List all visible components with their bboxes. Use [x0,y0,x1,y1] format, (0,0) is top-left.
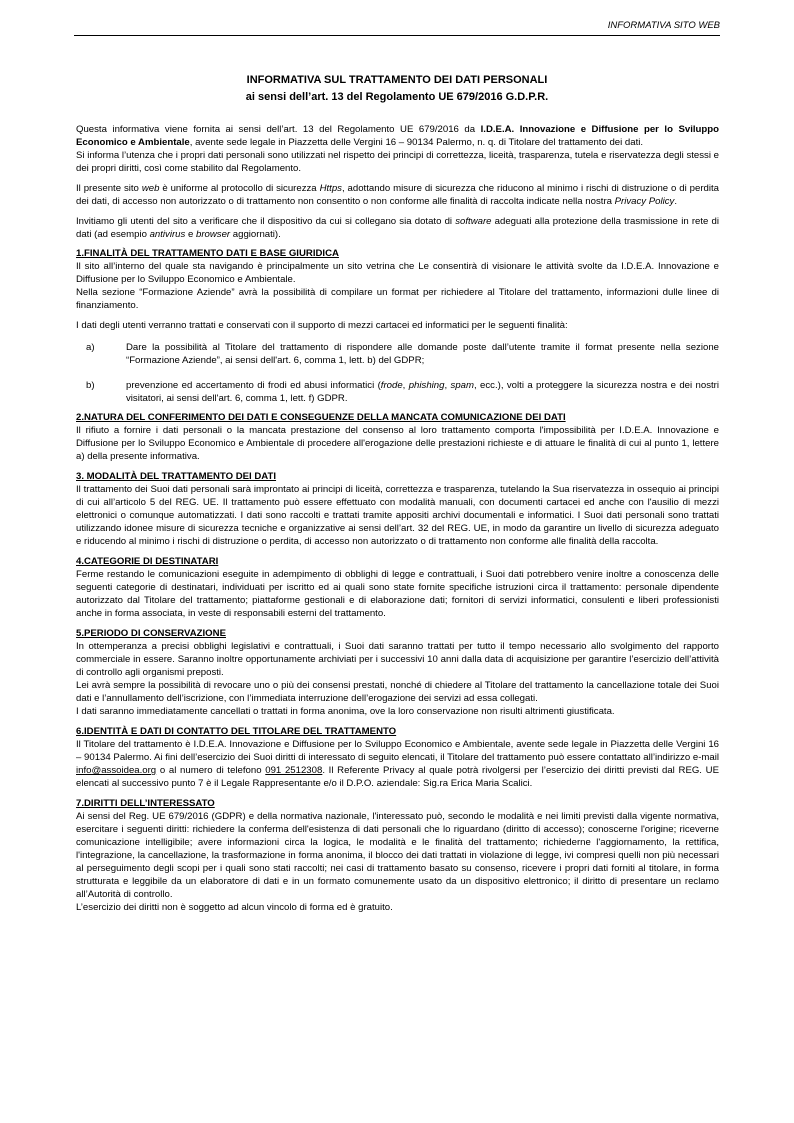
section-1-paragraph: Nella sezione “Formazione Aziende” avrà la possibilità di compilare un format per richiedere al Titolare del trattamento, informazioni dulle linee di finanziamento. [76,287,719,311]
intro-text: . [674,196,678,207]
intro-italic: Https [319,183,342,194]
list-marker: b) [86,380,95,391]
intro-text: Invitiamo gli utenti del sito a verificare che il dispositivo da cui si collegano sia dotato di [76,216,456,227]
section-1-paragraph: I dati degli utenti verranno trattati e conservati con il supporto di mezzi cartacei ed informatici per le seguenti finalità: [76,320,568,331]
list-italic: phishing [408,380,445,391]
section-1-paragraph: Il sito all’interno del quale sta navigando è principalmente un sito vetrina che Le consentirà di visionare le attività svolte da I.D.E.A. Innovazione e Diffusione per lo Sviluppo Economico e Ambientale. [76,261,719,285]
intro-paragraph-1b: Si informa l’utenza che i propri dati personali sono utilizzati nel rispetto dei principi di correttezza, liceità, trasparenza, tutela e riservatezza degli stessi e dei propri diritti, così come stabilito dal Regolamento. [76,150,719,174]
intro-italic: Privacy Policy [614,196,675,207]
section-4-heading: 4.CATEGORIE DI DESTINATARI [76,556,219,567]
section-6-paragraph [76,738,719,790]
section-4-paragraph: Ferme restando le comunicazioni eseguite in adempimento di obblighi di legge e contrattuali, i Suoi dati potrebbero venire inoltre a conoscenza delle seguenti categorie di destinatari, individuati per iscritto ed ai quali sono state fornite specifiche istruzioni circa il trattamento: personale dipendente autorizzato dal Titolare del trattamento; piattaforme gestionali e di elaborazione dati; fornitori di servizi informatici, consulenti e liberi professionisti anche in forma associata, in veste di responsabili esterni del trattamento. [76,569,719,619]
phone-link[interactable]: 091 2512308 [265,765,323,776]
section-7-paragraph: L’esercizio dei diritti non è soggetto ad alcun vincolo di forma ed è gratuito. [76,902,393,913]
header-label: INFORMATIVA SITO WEB [607,20,720,31]
list-text [126,379,719,405]
intro-paragraph-2 [76,182,719,208]
section-3-paragraph: Il trattamento dei Suoi dati personali sarà improntato ai principi di liceità, correttezza e trasparenza, tutelando la Sua riservatezza in ossequio ai principi di cui all’articolo 5 del REG. UE. Il trattamento può essere effettuato con modalità manuali, con documenti cartacei ed anche con l'ausilio di mezzi elettronici o comunque automatizzati. I dati sono raccolti e trattati tramite appositi archivi documentali e informatici. I Suoi dati personali sono trattati utilizzando idonee misure di sicurezza tecniche e organizzative ai sensi dell’art. 32 del REG. UE, in modo da garantire un livello di sicurezza adeguato e riducendo al minimo i rischi di distruzione o perdita, di accesso non autorizzato o di trattamento non conforme alle finalità della raccolta. [76,484,719,547]
section-7-paragraph: Ai sensi del Reg. UE 679/2016 (GDPR) e della normativa nazionale, l'interessato può, secondo le modalità e nei limiti previsti dalla vigente normativa, esercitare i seguenti diritti: richiedere la conferma dell'esistenza di dati personali che lo riguardano (diritto di accesso); conoscerne l'origine; riceverne comunicazione intelligibile; avere informazioni circa la logica, le modalità e le finalità del trattamento; richiederne l'aggiornamento, la rettifica, l'integrazione, la cancellazione, la trasformazione in forma anonima, il blocco dei dati trattati in violazione di legge, ivi compresi quelli non più necessari al perseguimento degli scopi per i quali sono stati raccolti; nei casi di trattamento basato su consenso, ricevere i propri dati forniti al titolare, in forma strutturata e leggibile da un elaboratore di dati e in un formato comunemente usato da un dispositivo elettronico; il diritto di presentare un reclamo all’Autorità di controllo. [76,811,719,900]
intro-text: adeguati alla protezione della trasmissione in rete di dati (ad esempio [76,216,720,240]
intro-paragraph-1 [76,123,719,149]
list-italic: spam [450,380,474,391]
title-line-1: INFORMATIVA SUL TRATTAMENTO DEI DATI PERSONALI [246,74,548,86]
section-2-paragraph: Il rifiuto a fornire i dati personali o la mancata prestazione del consenso al loro trattamento comporta l'impossibilità per I.D.E.A. Innovazione e Diffusione per lo Sviluppo Economico e Ambientale di procedere all'erogazione delle prestazioni richieste e di attuare le finalità di cui al punto 1, lettere a) della presente informativa. [76,425,719,462]
intro-italic: web [141,183,160,194]
organization-name: I.D.E.A. Innovazione e Diffusione per lo Sviluppo Economico e Ambientale [76,124,719,148]
intro-text: Il presente sito [76,183,142,194]
section-5-paragraph: I dati saranno immediatamente cancellati o trattati in forma anonima, ove la loro conservazione non risulti altrimenti giustificata. [76,706,615,717]
section-6-text: o al numero di telefono [156,765,266,776]
document-body [76,123,719,921]
intro-italic: antivirus [149,229,186,240]
email-link[interactable]: info@assoidea.org [76,765,157,776]
list-text: Dare la possibilità al Titolare del trattamento di rispondere alle domande poste dall’utente tramite il format presente nella sezione “Formazione Aziende”, ai sensi dell'art. 6, comma 1, lett. b) del GDPR; [126,342,719,366]
list-item-b [76,379,719,405]
document-title [74,72,720,106]
list-text-part: , [444,380,451,391]
intro-text: , avente sede legale in Piazzetta delle Vergini 16 – 90134 Palermo, n. q. di Titolare del trattamento dei dati. [189,137,644,148]
header-divider [74,35,720,36]
section-6-text: . Il Referente Privacy al quale potrà rivolgersi per l’esercizio dei diritti previsti dal REG. UE elencati al successivo punto 7 è il Legale Rappresentante e/o il D.P.O. aziendale: Sig.ra Erica Maria Scalici. [76,765,719,789]
list-italic: frode [380,380,403,391]
intro-text: aggiornati). [230,229,281,240]
intro-text: e [185,229,196,240]
intro-italic: software [455,216,492,227]
list-text-part: prevenzione ed accertamento di frodi ed abusi informatici ( [126,380,381,391]
list-item-a [76,341,719,367]
list-text-part: , [402,380,409,391]
list-text-part: , ecc.), volti a proteggere la sicurezza nostra e dei nostri visitatori, ai sensi dell'art. 6, comma 1, lett. f) GDPR. [126,380,719,404]
intro-paragraph-3 [76,215,719,241]
section-6-text: Il Titolare del trattamento è I.D.E.A. Innovazione e Diffusione per lo Sviluppo Economico e Ambientale, avente sede legale in Piazzetta delle Vergini 16 – 90134 Palermo. Ai fini dell’esercizio dei Suoi diritti di interessato di seguito elencati, il Titolare del trattamento può essere contattato all’indirizzo e-mail [76,739,719,763]
intro-text: , adottando misure di sicurezza che riducono al minimo i rischi di distruzione o di perdita dei dati, di accesso non autorizzato o di trattamento non consentito o non conforme alle finalità di raccolta indicate nella nostra [76,183,719,207]
section-5-heading: 5.PERIODO DI CONSERVAZIONE [76,628,226,639]
section-3-heading: 3. MODALITÀ DEL TRATTAMENTO DEI DATI [76,471,277,482]
section-5-paragraph: Lei avrà sempre la possibilità di revocare uno o più dei consensi prestati, nonché di chiedere al Titolare del trattamento la cancellazione totale dei Suoi dati e l’annullamento dell’iscrizione, con l’immediata interruzione dell’erogazione dei servizi ad essa collegati. [76,680,719,704]
intro-text: è uniforme al protocollo di sicurezza [159,183,320,194]
section-1-heading: 1.FINALITÀ DEL TRATTAMENTO DATI E BASE GIURIDICA [76,248,339,259]
intro-text: Questa informativa viene fornita ai sensi dell’art. 13 del Regolamento UE 679/2016 da [76,124,481,135]
section-7-heading: 7.DIRITTI DELL’INTERESSATO [76,798,215,809]
section-2-heading: 2.NATURA DEL CONFERIMENTO DEI DATI E CONSEGUENZE DELLA MANCATA COMUNICAZIONE DEI DATI [76,412,566,423]
title-line-2: ai sensi dell’art. 13 del Regolamento UE 679/2016 G.D.P.R. [245,91,549,103]
section-6-heading: 6.IDENTITÀ E DATI DI CONTATTO DEL TITOLARE DEL TRATTAMENTO [76,726,397,737]
intro-italic: browser [196,229,231,240]
list-marker: a) [86,342,95,353]
section-5-paragraph: In ottemperanza a precisi obblighi legislativi e contrattuali, i Suoi dati saranno trattati per tutto il tempo necessario allo svolgimento del rapporto commerciale in essere. Saranno inoltre opportunamente archiviati per i successivi 10 anni dalla data di acquisizione per garantire l’esercizio dell’attività di controllo agli organismi preposti. [76,641,719,678]
